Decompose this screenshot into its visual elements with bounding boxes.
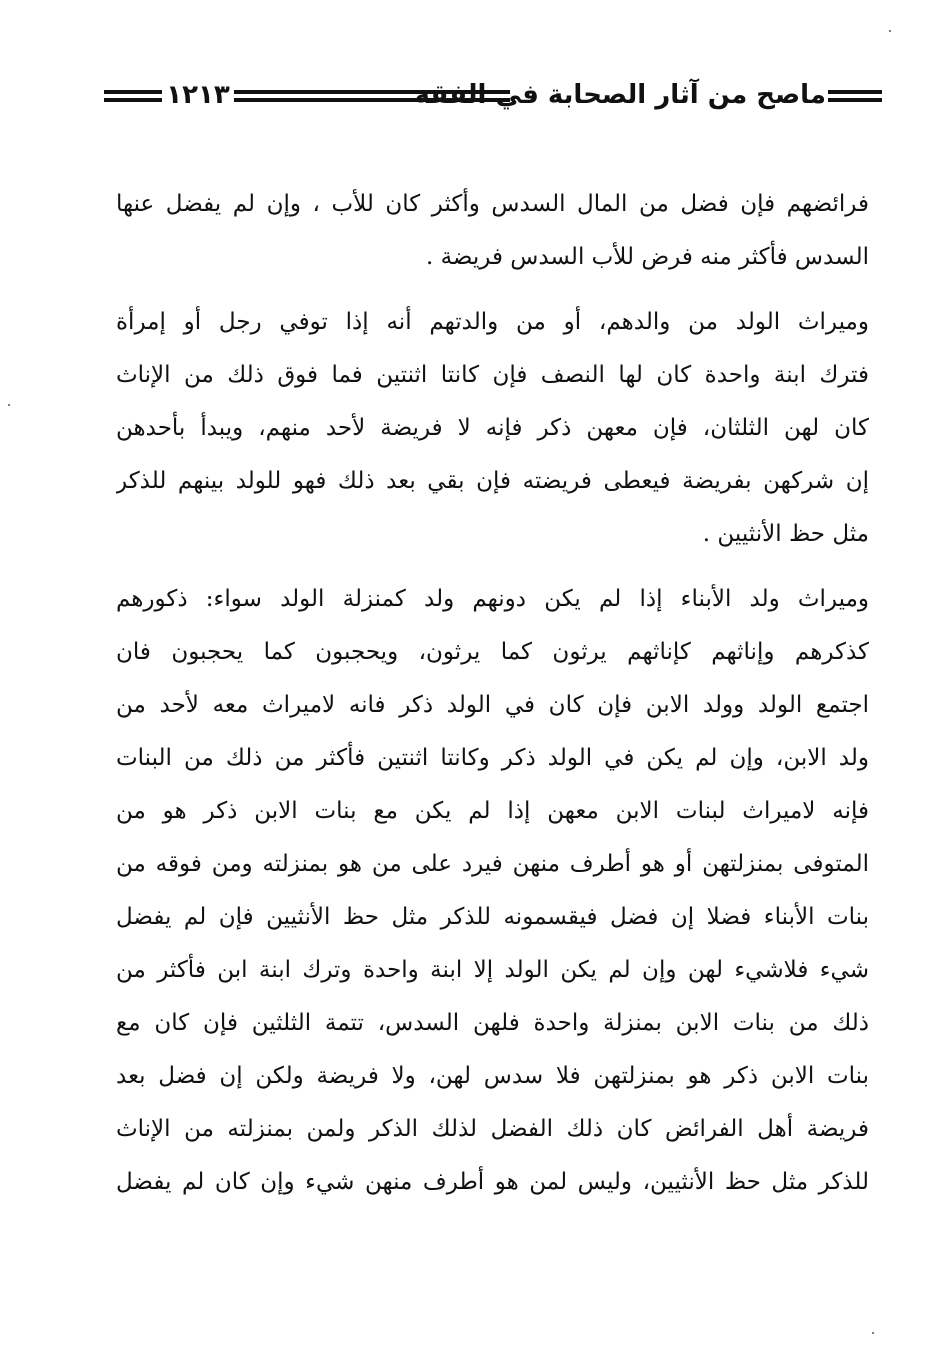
body-text (116, 178, 869, 1209)
paragraph-2 (116, 296, 869, 561)
paragraph-1 (116, 178, 869, 284)
text-line: مثل حظ الأنثيين . (702, 521, 869, 547)
text-line: المتوفى بمنزلتهن أو هو أطرف منهن فيرد على من هو بمنزلته ومن فوقه من (116, 851, 869, 877)
text-line: فريضة أهل الفرائض كان ذلك الفضل لذلك الذكر ولمن بمنزلته من الإناث (116, 1116, 869, 1142)
text-line: اجتمع الولد وولد الابن فإن كان في الولد ذكر فانه لاميراث معه لأحد من (116, 692, 869, 718)
text-line: شيء فلاشيء لهن وإن لم يكن الولد إلا ابنة واحدة وترك ابنة ابن فأكثر من (116, 957, 869, 983)
text-line: فرائضهم فإن فضل من المال السدس وأكثر كان للأب ، وإن لم يفضل عنها (116, 191, 869, 217)
running-title: ماصح من آثار الصحابة في الفقه (414, 80, 826, 110)
scan-speck (8, 404, 10, 406)
text-line: وميراث ولد الأبناء إذا لم يكن دونهم ولد كمنزلة الولد سواء: ذكورهم (116, 586, 869, 612)
text-line: وميراث الولد من والدهم، أو من والدتهم أنه إذا توفي رجل أو إمرأة (116, 309, 869, 335)
text-line: بنات الأبناء فضلا إن فضل فيقسمونه للذكر مثل حظ الأنثيين فإن لم يفضل (116, 904, 869, 930)
text-line: للذكر مثل حظ الأنثيين، وليس لمن هو أطرف منهن شيء وإن كان لم يفضل (116, 1169, 869, 1195)
text-line: إن شركهن بفريضة فيعطى فريضته فإن بقي بعد ذلك فهو للولد بينهم للذكر (116, 468, 869, 494)
text-line: السدس فأكثر منه فرض للأب السدس فريضة . (425, 244, 869, 270)
text-line: ولد الابن، وإن لم يكن في الولد ذكر وكانتا اثنتين فأكثر من ذلك من البنات (116, 745, 869, 771)
paragraph-3 (116, 573, 869, 1209)
text-line: فترك ابنة واحدة كان لها النصف فإن كانتا اثنتين فما فوق ذلك من الإناث (116, 362, 869, 388)
page-header (104, 78, 882, 126)
text-line: كذكرهم وإناثهم كإناثهم يرثون كما يرثون، ويحجبون كما يحجبون فان (116, 639, 869, 665)
scan-speck (872, 1332, 874, 1334)
text-line: بنات الابن ذكر هو بمنزلتهن فلا سدس لهن، ولا فريضة ولكن إن فضل بعد (116, 1063, 869, 1089)
page-number: ١٢١٣ (166, 80, 230, 110)
text-line: فإنه لاميراث لبنات الابن معهن إذا لم يكن مع بنات الابن ذكر هو من (116, 798, 869, 824)
header-rule-left (104, 90, 162, 102)
text-line: كان لهن الثلثان، فإن معهن ذكر فإنه لا فريضة لأحد منهم، ويبدأ بأحدهن (116, 415, 869, 441)
scan-speck (889, 30, 891, 32)
header-rule-right (828, 90, 882, 102)
text-line: ذلك من بنات الابن بمنزلة واحدة فلهن السدس، تتمة الثلثين فإن كان مع (116, 1010, 869, 1036)
